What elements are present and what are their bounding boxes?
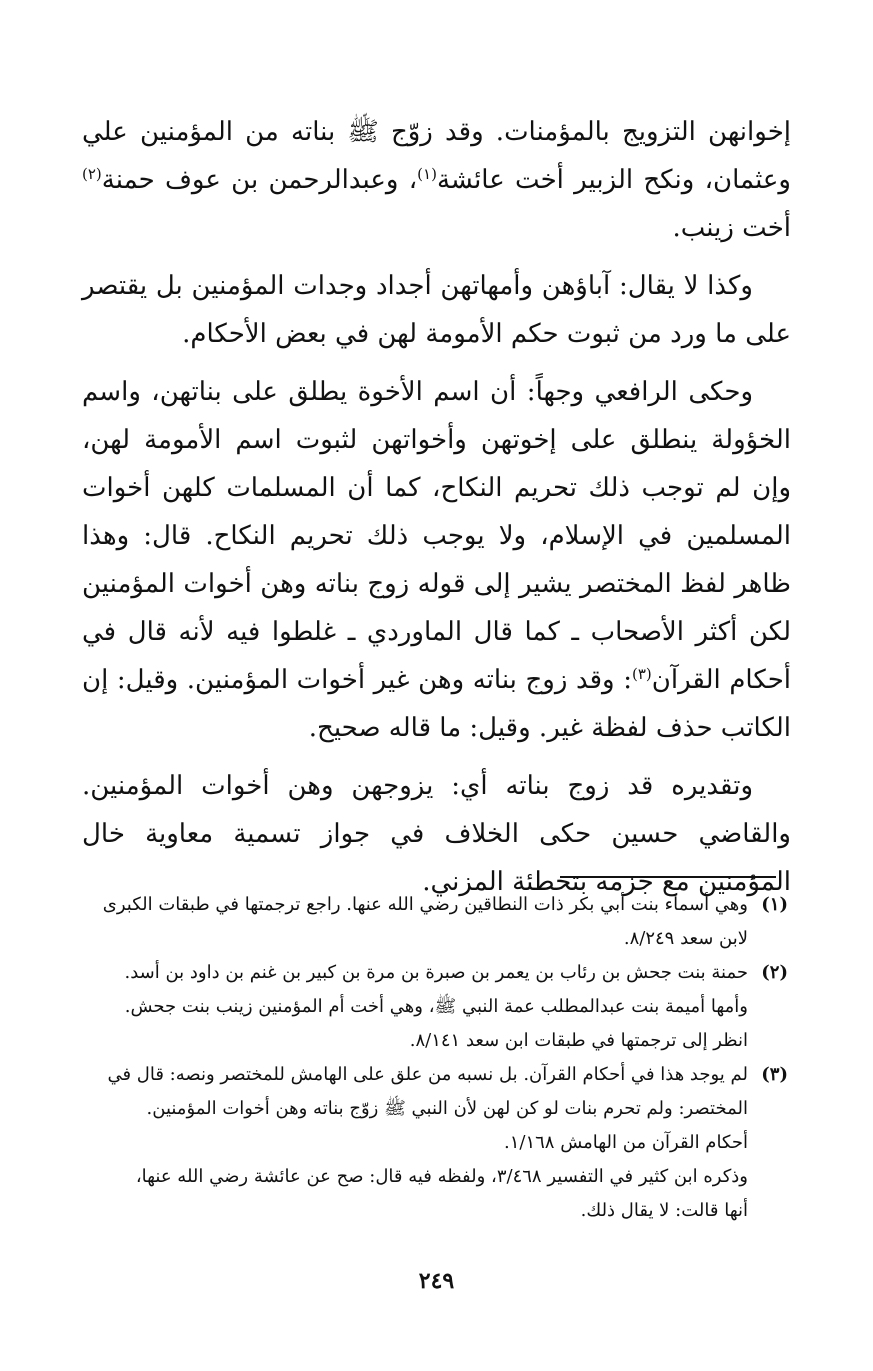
footnote-line: وذكره ابن كثير في التفسير ٣/٤٦٨، ولفظه فيه قال: صح عن عائشة رضي الله عنها،	[135, 1166, 748, 1187]
paragraph-3: وحكى الرافعي وجهاً: أن اسم الأخوة يطلق على بناتهن، واسم الخؤولة ينطلق على إخوتهن وأخواتهن لثبوت اسم الأمومة لهن، وإن لم توجب ذلك تحريم النكاح، كما أن المسلمات كلهن أخوات المسلمين في الإسلام، ولا يوجب ذلك تحريم النكاح. قال: وهذا ظاهر لفظ المختصر يشير إلى قوله زوج بناته وهن أخوات المؤمنين لكن أكثر الأصحاب ـ كما قال الماوردي ـ غلطوا فيه لأنه قال في أحكام القرآن$^{(٣)}$: وقد زوج بناته وهن غير أخوات المؤمنين. وقيل: إن الكاتب حذف لفظة غير. وقيل: ما قاله صحيح.	[82, 377, 791, 743]
footnote-line: وأمها أميمة بنت عبدالمطلب عمة النبي ﷺ، وهي أخت أم المؤمنين زينب بنت جحش.	[124, 996, 748, 1017]
page-number: ٢٤٩	[418, 1268, 455, 1294]
footnote-1	[82, 888, 788, 956]
footnote-line: انظر إلى ترجمتها في طبقات ابن سعد ٨/١٤١.	[409, 1030, 748, 1051]
footnote-number: (١)	[761, 894, 788, 915]
paragraph-1: إخوانهن التزويج بالمؤمنات. وقد زوّج ﷺ بناته من المؤمنين علي وعثمان، ونكح الزبير أخت عائشة$^{(١)}$، وعبدالرحمن بن عوف حمنة$^{(٢)}$ أخت زينب.	[82, 117, 791, 243]
footnote-line: أحكام القرآن من الهامش ١/١٦٨.	[503, 1132, 748, 1153]
footnote-3	[82, 1058, 788, 1228]
paragraph-2: وكذا لا يقال: آباؤهن وأمهاتهن أجداد وجدات المؤمنين بل يقتصر على ما ورد من ثبوت حكم الأمومة لهن في بعض الأحكام.	[82, 271, 791, 349]
footnote-text	[82, 1058, 748, 1228]
footnote-separator	[560, 876, 776, 878]
footnote-number: (٣)	[761, 1064, 788, 1085]
footnotes	[82, 888, 788, 1228]
paragraph-4: وتقديره قد زوج بناته أي: يزوجهن وهن أخوات المؤمنين. والقاضي حسين حكى الخلاف في جواز تسمية معاوية خال المؤمنين مع جزمه بتخطئة المزني.	[82, 771, 791, 897]
footnote-line: أنها قالت: لا يقال ذلك.	[580, 1200, 748, 1221]
main-text	[82, 108, 791, 916]
footnote-line: حمنة بنت جحش بن رئاب بن يعمر بن صبرة بن مرة بن كبير بن غنم بن داود بن أسد.	[124, 962, 748, 983]
footnote-text	[82, 956, 748, 1058]
footnote-line: لم يوجد هذا في أحكام القرآن. بل نسبه من علق على الهامش للمختصر ونصه: قال في	[107, 1064, 748, 1085]
footnote-text	[82, 888, 748, 956]
footnote-2	[82, 956, 788, 1058]
footnote-line: لابن سعد ٨/٢٤٩.	[623, 928, 748, 949]
footnote-line: المختصر: ولم تحرم بنات لو كن لهن لأن النبي ﷺ زوّج بناته وهن أخوات المؤمنين.	[146, 1098, 748, 1119]
footnote-number: (٢)	[761, 962, 788, 983]
footnote-line: وهي أسماء بنت أبي بكر ذات النطاقين رضي الله عنها. راجع ترجمتها في طبقات الكبرى	[102, 894, 748, 915]
